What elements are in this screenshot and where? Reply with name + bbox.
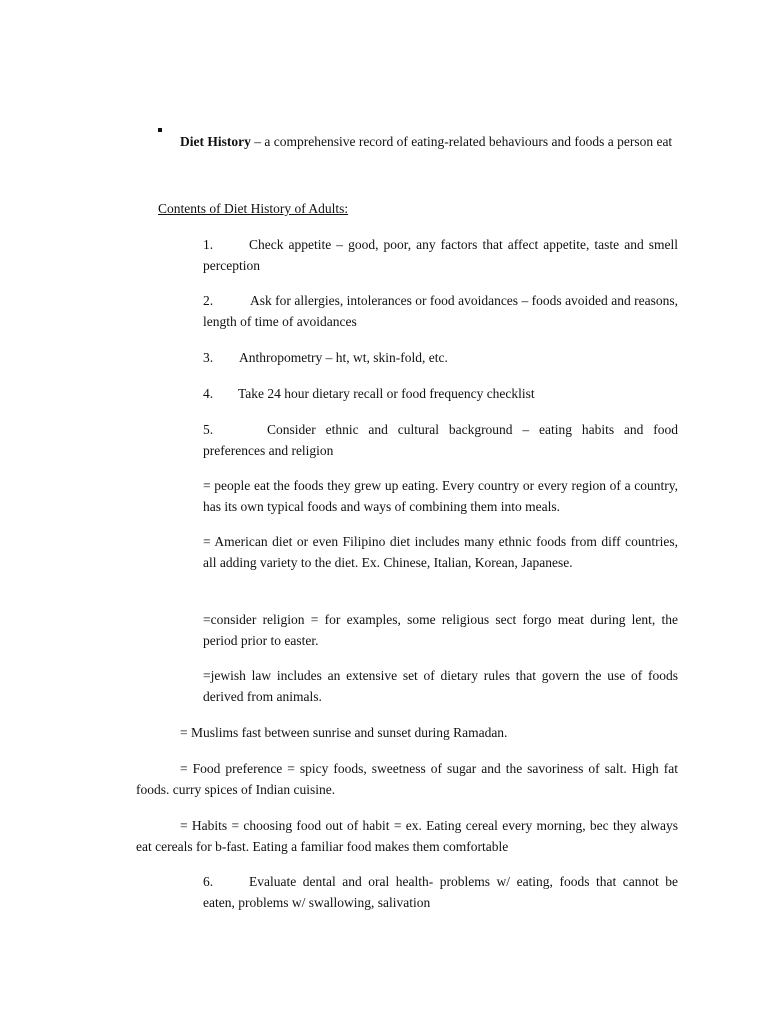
list-item-number: 4. (203, 386, 214, 401)
list-item-text: Ask for allergies, intolerances or food avoidances – foods avoided and reasons, length of time of avoidances (203, 293, 678, 329)
contents-heading: Contents of Diet History of Adults: (158, 201, 349, 216)
note-paragraph: =jewish law includes an extensive set of dietary rules that govern the use of foods derived from animals. (203, 668, 678, 704)
note-paragraph: = American diet or even Filipino diet includes many ethnic foods from diff countries, all adding variety to the diet. Ex. Chinese, Italian, Korean, Japanese. (203, 534, 678, 570)
list-item-5 (203, 419, 678, 461)
list-item-text: Take 24 hour dietary recall or food frequency checklist (238, 386, 535, 401)
intro-definition: – a comprehensive record of eating-related behaviours and foods a person eat (250, 134, 673, 149)
list-item-number: 2. (203, 293, 214, 308)
list-item-6 (203, 871, 678, 913)
list-item-text: Check appetite – good, poor, any factors that affect appetite, taste and smell perception (203, 237, 678, 273)
food-preference-paragraph: = Food preference = spicy foods, sweetness of sugar and the savoriness of salt. High fat foods. curry spices of Indian cuisine. (136, 761, 678, 797)
list-item-text: Anthropometry – ht, wt, skin-fold, etc. (239, 350, 448, 365)
intro-paragraph (158, 131, 678, 152)
note-paragraph: =consider religion = for examples, some religious sect forgo meat during lent, the period prior to easter. (203, 612, 678, 648)
list-item-number: 3. (203, 350, 214, 365)
list-item-2 (203, 290, 678, 332)
habits-paragraph: = Habits = choosing food out of habit = ex. Eating cereal every morning, bec they always eat cereals for b-fast. Eating a familiar food makes them comfortable (136, 818, 678, 854)
list-item-number: 1. (203, 237, 214, 252)
muslims-paragraph: = Muslims fast between sunrise and sunset during Ramadan. (180, 725, 508, 740)
list-item-text: Evaluate dental and oral health- problems w/ eating, foods that cannot be eaten, problems w/ swallowing, salivation (203, 874, 678, 910)
list-item-4 (203, 383, 678, 404)
note-paragraph: = people eat the foods they grew up eating. Every country or every region of a country, has its own typical foods and ways of combining them into meals. (203, 478, 678, 514)
list-item-number: 5. (203, 422, 214, 437)
intro-term: Diet History (180, 134, 251, 149)
list-item-3 (203, 347, 678, 368)
list-item-number: 6. (203, 874, 214, 889)
list-item-1 (203, 234, 678, 276)
list-item-text: Consider ethnic and cultural background – eating habits and food preferences and religion (203, 422, 678, 458)
